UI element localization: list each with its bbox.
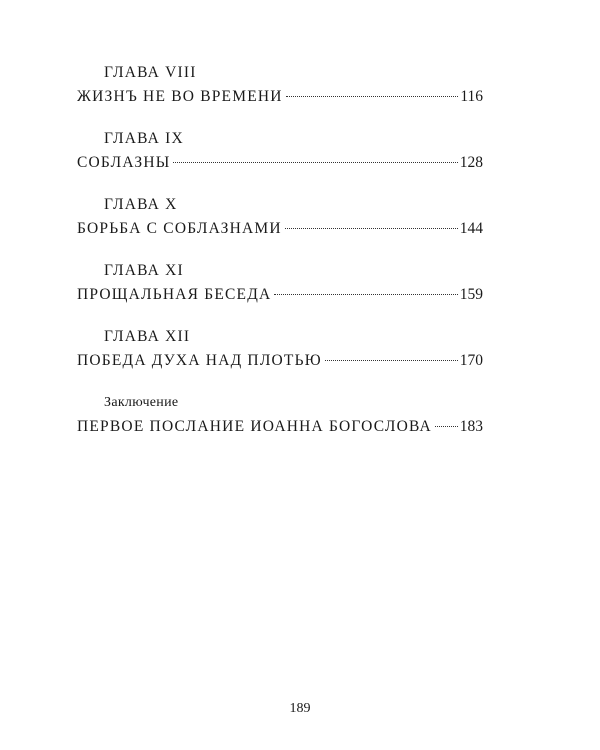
dot-leader — [435, 426, 458, 427]
chapter-title: ЖИЗНЪ НЕ ВО ВРЕМЕНИ — [77, 88, 283, 105]
chapter-label: ГЛАВА VIII — [104, 64, 197, 81]
page-number: 189 — [289, 701, 311, 716]
chapter-page-number: 116 — [460, 88, 483, 105]
toc-entry-conclusion — [77, 392, 483, 440]
chapter-page-number: 183 — [459, 418, 483, 435]
chapter-label: ГЛАВА XI — [104, 262, 184, 279]
dot-leader — [286, 96, 459, 97]
toc-entry-chapter-11 — [77, 260, 483, 308]
chapter-label: Заключение — [104, 395, 179, 410]
chapter-title: ПОБЕДА ДУХА НАД ПЛОТЬЮ — [77, 352, 322, 369]
chapter-page-number: 170 — [459, 352, 483, 369]
chapter-line — [77, 348, 483, 374]
toc-entry-chapter-8 — [77, 62, 483, 110]
dot-leader — [285, 228, 458, 229]
chapter-line — [77, 216, 483, 242]
chapter-line — [77, 414, 483, 440]
chapter-title: ПРОЩАЛЬНАЯ БЕСЕДА — [77, 286, 272, 303]
chapter-title: СОБЛАЗНЫ — [77, 154, 171, 171]
table-of-contents — [77, 62, 483, 458]
chapter-line — [77, 150, 483, 176]
chapter-line — [77, 282, 483, 308]
chapter-label: ГЛАВА XII — [104, 328, 191, 345]
chapter-title: БОРЬБА С СОБЛАЗНАМИ — [77, 220, 282, 237]
toc-entry-chapter-12 — [77, 326, 483, 374]
dot-leader — [173, 162, 457, 163]
chapter-page-number: 159 — [459, 286, 483, 303]
toc-entry-chapter-9 — [77, 128, 483, 176]
chapter-title: ПЕРВОЕ ПОСЛАНИЕ ИОАННА БОГОСЛОВА — [77, 418, 432, 435]
chapter-label: ГЛАВА IX — [104, 130, 184, 147]
chapter-label: ГЛАВА X — [104, 196, 178, 213]
toc-entry-chapter-10 — [77, 194, 483, 242]
dot-leader — [274, 294, 457, 295]
chapter-page-number: 144 — [459, 220, 483, 237]
chapter-page-number: 128 — [459, 154, 483, 171]
chapter-line — [77, 84, 483, 110]
dot-leader — [325, 360, 458, 361]
